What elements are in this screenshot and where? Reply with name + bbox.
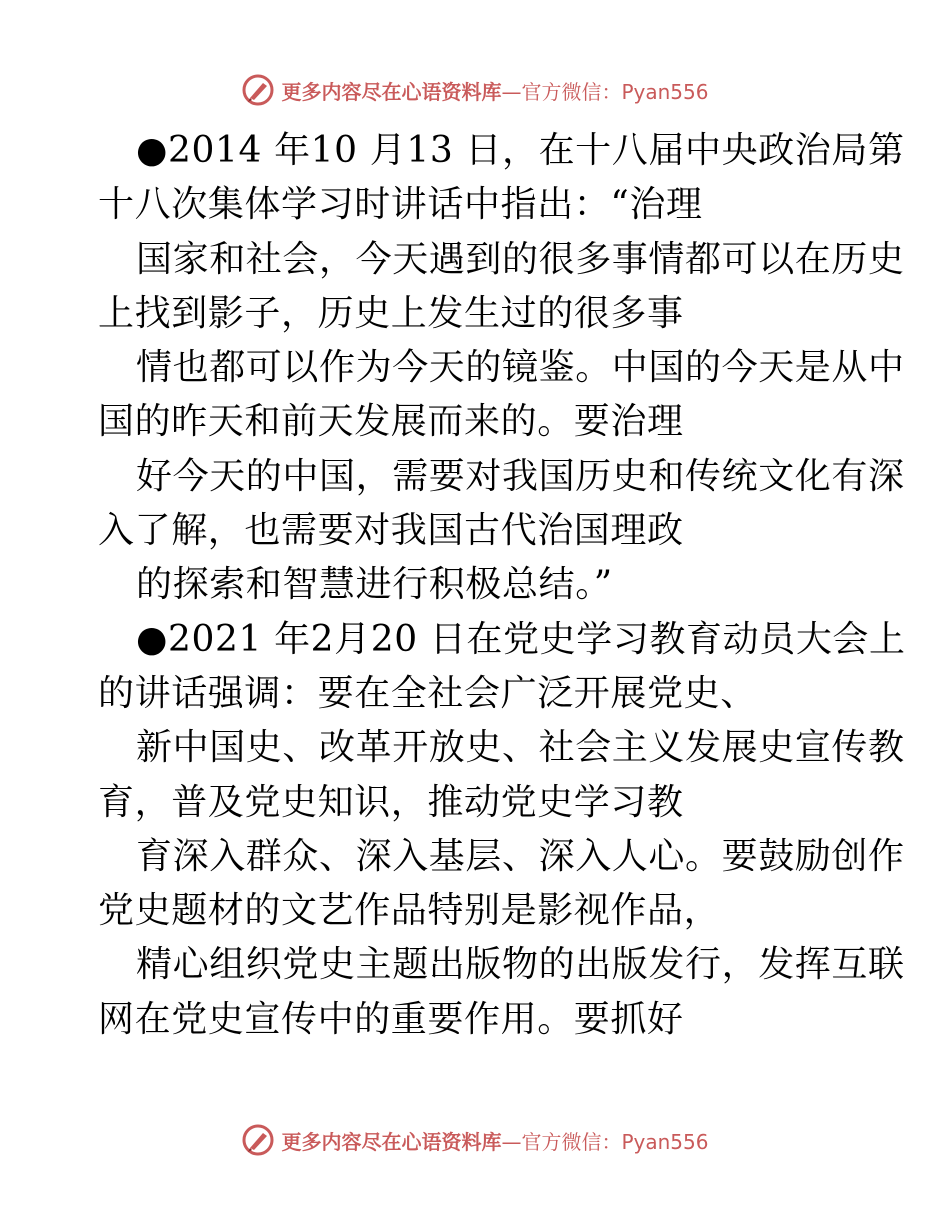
header-wechat-id: —官方微信：Pyan556 <box>501 79 709 104</box>
text-line: 育深入群众、深入基层、深入人心。要鼓励创作 <box>136 835 905 877</box>
text-line: 新中国史、改革开放史、社会主义发展史宣传教 <box>136 727 905 769</box>
text-line: 的讲话强调：要在全社会广泛开展党史、 <box>98 672 757 714</box>
pen-logo-icon <box>241 73 275 107</box>
text-line: ●2021 年2月20 日在党史学习教育动员大会上 <box>136 618 906 660</box>
text-line: 情也都可以作为今天的镜鉴。中国的今天是从中 <box>136 347 905 389</box>
text-line: 网在党史宣传中的重要作用。要抓好 <box>98 998 684 1040</box>
header-site-name: 更多内容尽在心语资料库 <box>281 79 502 104</box>
footer-wechat-id: —官方微信：Pyan556 <box>501 1129 709 1154</box>
footer-site-name: 更多内容尽在心语资料库 <box>281 1129 502 1154</box>
text-line: 的探索和智慧进行积极总结。” <box>136 564 613 606</box>
text-line: ●2014 年10 月13 日，在十八届中央政治局第 <box>136 130 905 171</box>
text-line: 上找到影子，历史上发生过的很多事 <box>98 292 684 334</box>
text-line: 入了解，也需要对我国古代治国理政 <box>98 510 684 552</box>
header-watermark <box>0 70 950 110</box>
text-line: 国的昨天和前天发展而来的。要治理 <box>98 401 684 443</box>
text-line: 十八次集体学习时讲话中指出：“治理 <box>98 184 703 226</box>
text-line: 国家和社会，今天遇到的很多事情都可以在历史 <box>136 238 905 280</box>
text-line: 精心组织党史主题出版物的出版发行，发挥互联 <box>136 944 905 986</box>
text-line: 好今天的中国，需要对我国历史和传统文化有深 <box>136 455 905 497</box>
text-line: 党史题材的文艺作品特别是影视作品， <box>98 890 721 932</box>
pen-logo-icon <box>241 1123 275 1157</box>
document-body <box>98 124 906 1047</box>
text-line: 育，普及党史知识，推动党史学习教 <box>98 781 684 823</box>
footer-watermark <box>0 1120 950 1160</box>
